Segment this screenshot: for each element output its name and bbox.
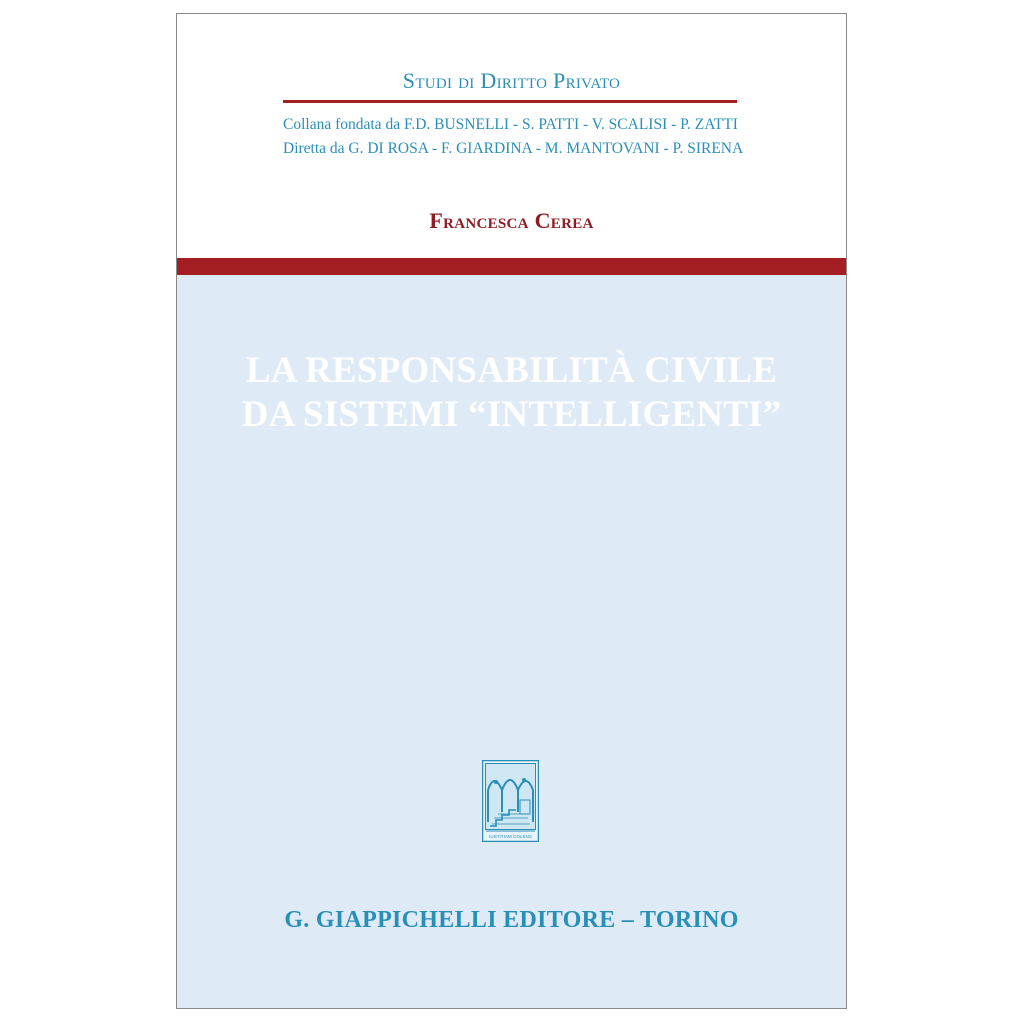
cover-header bbox=[177, 14, 846, 258]
author-name: Francesca Cerea bbox=[429, 208, 594, 233]
series-founders: Collana fondata da F.D. BUSNELLI - S. PATTI - V. SCALISI - P. ZATTI bbox=[283, 116, 738, 133]
publisher-emblem-icon bbox=[482, 760, 539, 842]
series-title: Studi di Diritto Privato bbox=[402, 68, 621, 93]
book-title-line-1: LA RESPONSABILITÀ CIVILE bbox=[245, 350, 778, 391]
book-cover bbox=[176, 13, 847, 1009]
emblem-motto: IUSTITIAM COLENS bbox=[489, 834, 532, 839]
series-directors: Diretta da G. DI ROSA - F. GIARDINA - M. MANTOVANI - P. SIRENA bbox=[283, 140, 744, 157]
book-title-line-2: DA SISTEMI “INTELLIGENTI” bbox=[241, 394, 782, 435]
cover-body bbox=[177, 275, 846, 1008]
publisher-name: G. GIAPPICHELLI EDITORE – TORINO bbox=[284, 907, 739, 933]
series-divider bbox=[283, 100, 737, 103]
book-title bbox=[177, 349, 846, 437]
red-band bbox=[177, 258, 846, 275]
